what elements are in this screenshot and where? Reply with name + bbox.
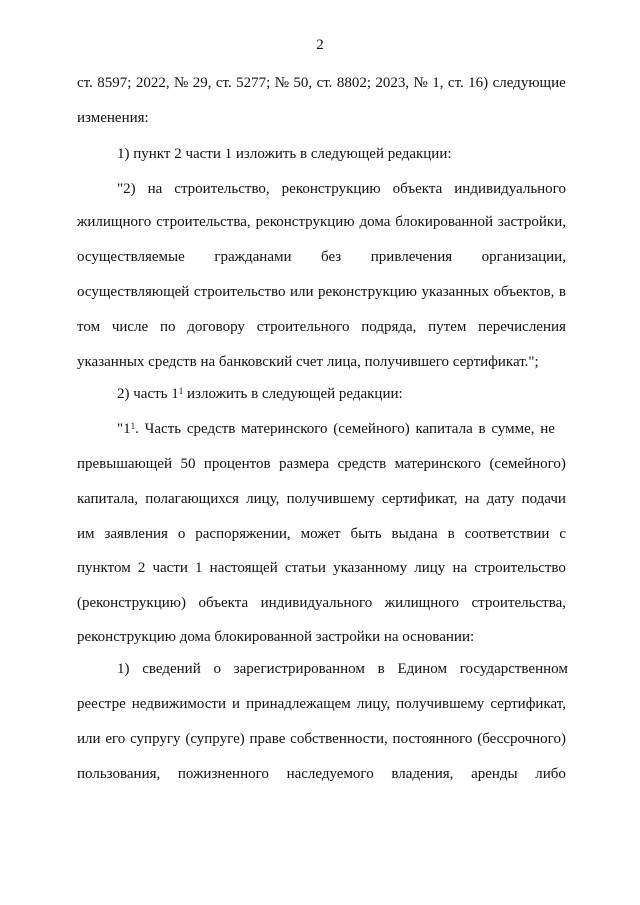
word: № <box>274 75 289 91</box>
word: застройки, <box>497 214 566 230</box>
word: постоянного <box>392 731 473 747</box>
word: строительство <box>193 284 286 300</box>
word: жилищного <box>77 214 152 230</box>
word: № <box>173 75 189 91</box>
quote-1-line-3 <box>77 247 566 267</box>
word: объектов, <box>493 284 555 300</box>
word: настоящей <box>209 560 278 576</box>
word: реконструкцию <box>318 284 418 300</box>
quote-1-line-5 <box>77 317 566 337</box>
word: том <box>77 319 101 335</box>
word: статьи <box>284 560 326 576</box>
word: 8802; <box>336 75 371 91</box>
sub-item-1-line-1: 1) сведений о зарегистрированном в Едином государственном <box>117 661 568 677</box>
sub-item-1-line-3 <box>77 729 566 749</box>
word: (супруге) <box>185 731 245 747</box>
word: его <box>105 731 126 747</box>
word: ст. <box>316 75 333 91</box>
word: жилищного <box>384 595 460 611</box>
word: получившему <box>396 696 485 712</box>
word: средств <box>337 456 387 472</box>
word: перечисления <box>478 319 566 335</box>
item-2-heading-text: 2) часть 1 <box>117 386 179 402</box>
word: праве <box>249 731 286 747</box>
word: организации, <box>481 249 566 265</box>
word: быть <box>350 526 382 542</box>
word: на <box>452 560 468 576</box>
word: ст. <box>77 75 93 91</box>
word: или <box>77 731 101 747</box>
word: владения, <box>391 766 454 782</box>
word: сертификат, <box>490 696 566 712</box>
word: материнского <box>394 456 481 472</box>
quote-2-line-3 <box>77 489 566 509</box>
word: заявления <box>104 526 168 542</box>
item-1-heading: 1) пункт 2 части 1 изложить в следующей редакции: <box>117 146 452 162</box>
word: "2) <box>117 181 136 197</box>
word: ст. <box>447 75 464 91</box>
word: без <box>321 249 342 265</box>
sub-item-1-line-4 <box>77 764 566 784</box>
word: следующие <box>492 75 566 91</box>
sub-item-1-line-2 <box>77 694 566 714</box>
word: сертификат, <box>381 491 458 507</box>
word: полагающихся <box>145 491 239 507</box>
word: (семейного) <box>489 456 566 472</box>
word: подачи <box>521 491 566 507</box>
word: реконструкцию <box>255 214 355 230</box>
word: гражданами <box>214 249 292 265</box>
word: индивидуального <box>454 181 566 197</box>
word: объекта <box>198 595 249 611</box>
quote-2-line-1-rest: . Часть средств материнского (семейного) капитала в сумме, не <box>135 421 555 437</box>
word: недвижимости <box>131 696 226 712</box>
superscript: 1 <box>178 386 184 396</box>
word: 2023, <box>375 75 410 91</box>
word: дату <box>486 491 515 507</box>
word: собственности, <box>290 731 388 747</box>
quote-2-line-2 <box>77 454 566 474</box>
word: № <box>413 75 428 91</box>
word: 50 <box>180 456 196 472</box>
word: ст. <box>215 75 232 91</box>
word: размера <box>279 456 330 472</box>
item-2-heading <box>117 384 403 404</box>
word: реестре <box>77 696 126 712</box>
word: объекта <box>392 181 443 197</box>
word: лицу <box>414 560 446 576</box>
word: указанному <box>333 560 408 576</box>
word: блокированной <box>395 214 493 230</box>
word: в <box>447 526 455 542</box>
quote-1-line-1 <box>117 179 566 199</box>
intro-line-2: изменения: <box>77 110 149 126</box>
word: супругу <box>130 731 181 747</box>
word: и <box>232 696 241 712</box>
word: 8597; <box>97 75 132 91</box>
quote-1-line-2 <box>77 212 566 232</box>
word: осуществляемые <box>77 249 185 265</box>
word: на <box>147 181 163 197</box>
word: числе <box>111 319 149 335</box>
word: дома <box>359 214 391 230</box>
item-2-heading-rest: изложить в следующей редакции: <box>183 386 403 402</box>
word: с <box>559 526 566 542</box>
word: части <box>152 560 188 576</box>
word: 16) <box>468 75 489 91</box>
word: им <box>77 526 95 542</box>
quote-2-line-6 <box>77 593 566 613</box>
word: указанных <box>421 284 489 300</box>
word: подряда, <box>361 319 417 335</box>
word: 2022, <box>135 75 170 91</box>
word: (бессрочного) <box>477 731 566 747</box>
quote-1-line-4 <box>77 282 566 302</box>
word: соответствии <box>464 526 550 542</box>
quote-2-line-5 <box>77 558 566 578</box>
word: 50, <box>293 75 313 91</box>
quote-2-line-4 <box>77 524 566 544</box>
word: процентов <box>203 456 271 472</box>
word: превышающей <box>77 456 172 472</box>
word: получившему <box>286 491 375 507</box>
word: наследуемого <box>286 766 374 782</box>
word: 29, <box>192 75 212 91</box>
page-number: 2 <box>316 37 324 53</box>
word: путем <box>428 319 467 335</box>
word: принадлежащем <box>246 696 351 712</box>
word: может <box>300 526 341 542</box>
word: пользования, <box>77 766 161 782</box>
word: осуществляющей <box>77 284 190 300</box>
word: 2 <box>137 560 146 576</box>
word: в <box>558 284 566 300</box>
word: лицу, <box>246 491 280 507</box>
word: капитала, <box>77 491 138 507</box>
word: по <box>159 319 176 335</box>
superscript: 1 <box>130 421 136 431</box>
quote-2-line-1 <box>117 419 566 439</box>
word: договору <box>187 319 245 335</box>
word: аренды <box>471 766 518 782</box>
intro-line-1 <box>77 73 566 93</box>
word: индивидуального <box>260 595 373 611</box>
word: строительство <box>474 560 566 576</box>
word: пожизненного <box>177 766 269 782</box>
word: выдана <box>391 526 438 542</box>
word: или <box>290 284 314 300</box>
word: строительного <box>256 319 350 335</box>
word: строительства, <box>156 214 251 230</box>
word: 1 <box>195 560 203 576</box>
word: на <box>464 491 480 507</box>
word: распоряжении, <box>195 526 291 542</box>
word: пунктом <box>77 560 131 576</box>
word: реконструкцию <box>281 181 381 197</box>
quote-2-prefix: "1 <box>117 421 131 437</box>
word: привлечения <box>370 249 453 265</box>
word: строительство, <box>174 181 270 197</box>
word: о <box>177 526 186 542</box>
quote-2-line-7: реконструкцию дома блокированной застройки на основании: <box>77 629 475 645</box>
quote-2-line-1-text <box>117 419 555 439</box>
word: 5277; <box>236 75 271 91</box>
word: 1, <box>432 75 444 91</box>
quote-1-line-6: указанных средств на банковский счет лица, получившего сертификат."; <box>77 354 539 370</box>
word: либо <box>535 766 566 782</box>
word: строительства, <box>471 595 566 611</box>
word: (реконструкцию) <box>77 595 186 611</box>
word: лицу, <box>356 696 391 712</box>
